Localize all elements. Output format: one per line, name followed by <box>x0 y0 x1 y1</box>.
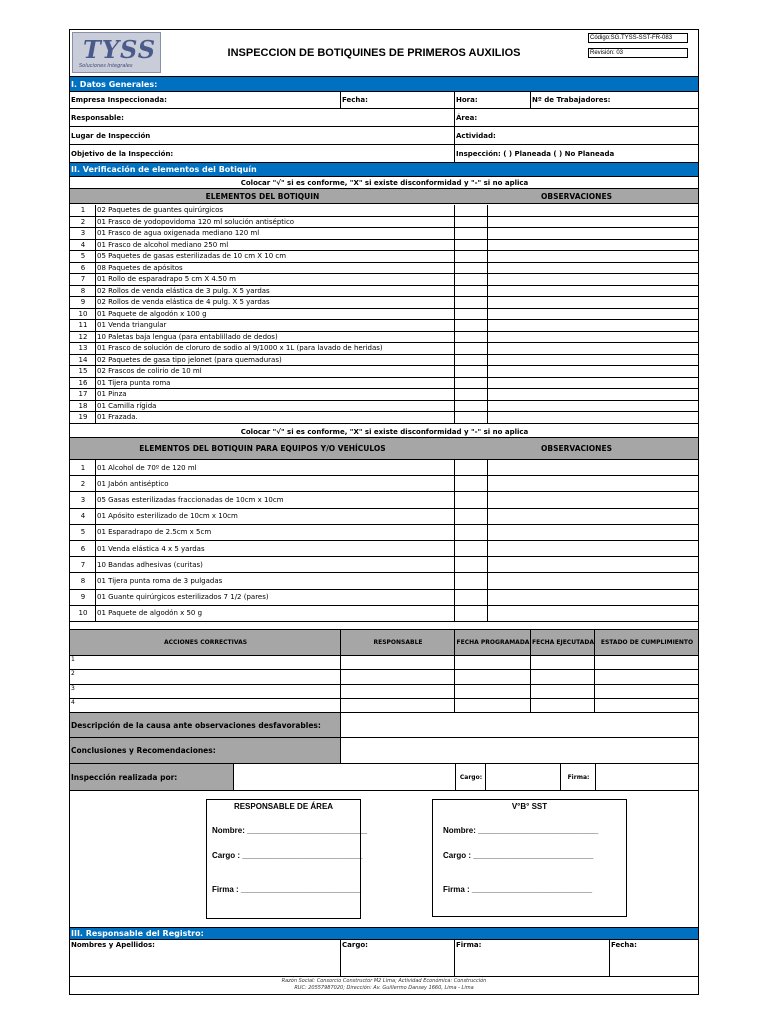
action-cell[interactable] <box>530 699 594 712</box>
element-number: 4 <box>80 240 86 249</box>
element-observation[interactable] <box>487 343 698 354</box>
trabajadores-label[interactable]: Nº de Trabajadores: <box>530 92 698 108</box>
action-cell[interactable] <box>530 656 594 669</box>
footer-line-2: RUC: 20557987020; Dirección: Av. Guillermo Dansey 1660, Lima - Lima <box>294 985 474 991</box>
element-check[interactable] <box>454 389 487 400</box>
element-check[interactable] <box>454 297 487 308</box>
fecha-label[interactable]: Fecha: <box>340 92 454 108</box>
action-cell[interactable] <box>340 656 454 669</box>
vehicle-element-row <box>70 509 698 525</box>
vehicle-element-number: 6 <box>80 544 86 553</box>
register-fecha[interactable]: Fecha: <box>609 940 698 976</box>
responsable-label[interactable]: Responsable: <box>71 113 124 122</box>
signature-area-cargo[interactable]: Cargo : ___________________________ <box>212 851 363 860</box>
element-description: 01 Rollo de esparadrapo 5 cm X 4.50 m <box>95 274 454 285</box>
element-check[interactable] <box>454 263 487 274</box>
lugar-label[interactable]: Lugar de Inspección <box>71 131 151 140</box>
inspection-form <box>69 29 699 995</box>
elements-header <box>70 189 698 204</box>
vehicle-element-check[interactable] <box>454 557 487 572</box>
action-field[interactable]: 4 <box>71 698 75 706</box>
signature-sst-nombre[interactable]: Nombre: ___________________________ <box>443 826 599 835</box>
vehicle-element-check[interactable] <box>454 476 487 491</box>
element-number: 14 <box>78 355 88 364</box>
element-observation[interactable] <box>487 297 698 308</box>
action-cell[interactable] <box>454 670 530 683</box>
element-check[interactable] <box>454 286 487 297</box>
element-description: 02 Paquetes de gasa tipo jelonet (para quemaduras) <box>95 355 454 366</box>
signature-sst-firma[interactable]: Firma : ___________________________ <box>443 885 593 894</box>
vehicle-element-number: 3 <box>80 495 86 504</box>
action-row <box>70 656 698 670</box>
row-objetivo <box>70 145 698 163</box>
vehicle-element-row <box>70 525 698 541</box>
actions-col-status: ESTADO DE CUMPLIMIENTO <box>594 630 698 655</box>
vehicle-element-check[interactable] <box>454 525 487 540</box>
vehicle-element-observation[interactable] <box>487 606 698 621</box>
conclusiones-field[interactable] <box>340 738 698 763</box>
row-lugar <box>70 127 698 145</box>
element-description: 01 Tijera punta roma <box>95 378 454 389</box>
vehicle-element-number: 7 <box>80 560 86 569</box>
element-row <box>70 217 698 229</box>
vehicle-element-description: 01 Guante quirúrgicos esterilizados 7 1/2 (pares) <box>95 590 454 605</box>
element-check[interactable] <box>454 240 487 251</box>
cargo-field[interactable] <box>485 764 560 790</box>
vehicle-element-number: 10 <box>78 609 88 618</box>
element-check[interactable] <box>454 378 487 389</box>
element-observation[interactable] <box>487 274 698 285</box>
section-verification: II. Verificación de elementos del Botiquín <box>70 163 698 177</box>
element-number: 8 <box>80 286 86 295</box>
action-field[interactable]: 2 <box>71 670 75 678</box>
actions-col-actions: ACCIONES CORRECTIVAS <box>163 639 248 646</box>
action-field[interactable]: 1 <box>71 656 75 663</box>
vehicle-element-observation[interactable] <box>487 557 698 572</box>
element-number: 6 <box>80 263 86 272</box>
element-observation[interactable] <box>487 412 698 423</box>
vehicle-element-observation[interactable] <box>487 476 698 491</box>
vehicle-element-number: 9 <box>80 593 86 602</box>
element-number: 7 <box>80 275 86 284</box>
register-firma[interactable]: Firma: <box>454 940 609 976</box>
element-row <box>70 274 698 286</box>
element-description: 02 Frascos de colirio de 10 ml <box>95 366 454 377</box>
element-check[interactable] <box>454 228 487 239</box>
vehicle-element-check[interactable] <box>454 606 487 621</box>
signature-box-sst <box>432 799 627 917</box>
vehicle-element-row <box>70 590 698 606</box>
logo-text: TYSS <box>83 35 157 64</box>
element-row <box>70 240 698 252</box>
action-cell[interactable] <box>454 699 530 712</box>
vehicle-element-check[interactable] <box>454 573 487 588</box>
element-observation[interactable] <box>487 366 698 377</box>
vehicle-element-check[interactable] <box>454 492 487 507</box>
action-cell[interactable] <box>594 670 698 683</box>
section-register: III. Responsable del Registro: <box>70 927 698 940</box>
element-check[interactable] <box>454 205 487 216</box>
row-descripcion <box>70 713 698 738</box>
element-number: 5 <box>80 252 86 261</box>
realizada-field[interactable] <box>233 764 455 790</box>
element-check[interactable] <box>454 355 487 366</box>
element-description: 08 Paquetes de apósitos <box>95 263 454 274</box>
document-code: Código:SG.TYSS-SST-FR-083 <box>588 33 688 43</box>
element-number: 12 <box>78 332 88 341</box>
vehicle-element-check[interactable] <box>454 509 487 524</box>
element-description: 01 Frasco de solución de cloruro de sodio al 9/1000 x 1L (para lavado de heridas) <box>95 343 454 354</box>
vehicle-element-observation[interactable] <box>487 541 698 556</box>
vehicle-elements-header <box>70 438 698 460</box>
descripcion-field[interactable] <box>340 713 698 737</box>
form-title: INSPECCION DE BOTIQUINES DE PRIMEROS AUXILIOS <box>227 47 521 59</box>
element-row <box>70 332 698 344</box>
company-logo <box>72 32 161 73</box>
vehicle-element-description: 10 Bandas adhesivas (curitas) <box>95 557 454 572</box>
element-description: 01 Frazada. <box>95 412 454 423</box>
realizada-label: Inspección realizada por: <box>70 764 233 790</box>
document-revision: Revisión: 03 <box>588 48 688 58</box>
row-realizada <box>70 764 698 791</box>
element-check[interactable] <box>454 274 487 285</box>
register-nombres[interactable]: Nombres y Apellidos: <box>71 941 155 949</box>
vehicle-element-observation[interactable] <box>487 509 698 524</box>
element-description: 01 Camilla rígida <box>95 401 454 412</box>
signature-sst-cargo[interactable]: Cargo : ___________________________ <box>443 851 594 860</box>
element-number: 10 <box>78 309 88 318</box>
vehicle-element-check[interactable] <box>454 541 487 556</box>
element-check[interactable] <box>454 366 487 377</box>
element-observation[interactable] <box>487 355 698 366</box>
element-row <box>70 355 698 367</box>
element-number: 19 <box>78 413 88 422</box>
instruction-text: Colocar "√" si es conforme, "X" si existe disconformidad y "-" si no aplica <box>240 178 529 187</box>
area-label[interactable]: Área: <box>454 109 698 126</box>
vehicle-element-description: 01 Jabón antiséptico <box>95 476 454 491</box>
element-observation[interactable] <box>487 309 698 320</box>
col-vehicle-header: ELEMENTOS DEL BOTIQUIN PARA EQUIPOS Y/O VEHÍCULOS <box>139 444 386 453</box>
row-conclusiones <box>70 738 698 764</box>
element-observation[interactable] <box>487 251 698 262</box>
vehicle-element-description: 01 Alcohol de 70º de 120 ml <box>95 460 454 475</box>
vehicle-element-row <box>70 476 698 492</box>
objetivo-label[interactable]: Objetivo de la Inspección: <box>71 149 174 158</box>
conclusiones-label: Conclusiones y Recomendaciones: <box>70 738 340 763</box>
vehicle-element-row <box>70 573 698 589</box>
register-cargo[interactable]: Cargo: <box>340 940 454 976</box>
empresa-label: Empresa Inspeccionada: <box>71 96 167 104</box>
action-cell[interactable] <box>594 699 698 712</box>
action-row <box>70 670 698 684</box>
element-number: 15 <box>78 367 88 376</box>
row-empresa <box>70 92 698 109</box>
vehicle-element-observation[interactable] <box>487 492 698 507</box>
element-description: 05 Paquetes de gasas esterilizadas de 10 cm X 10 cm <box>95 251 454 262</box>
element-check[interactable] <box>454 251 487 262</box>
vehicle-element-row <box>70 557 698 573</box>
element-check[interactable] <box>454 343 487 354</box>
element-observation[interactable] <box>487 401 698 412</box>
vehicle-element-description: 01 Apósito esterilizado de 10cm x 10cm <box>95 509 454 524</box>
descripcion-label: Descripción de la causa ante observaciones desfavorables: <box>70 713 340 737</box>
element-number: 16 <box>78 378 88 387</box>
signature-area-nombre[interactable]: Nombre: ___________________________ <box>212 826 368 835</box>
actions-col-scheduled: FECHA PROGRAMADA <box>454 630 530 655</box>
hora-label[interactable]: Hora: <box>454 92 530 108</box>
element-number: 9 <box>80 298 86 307</box>
element-observation[interactable] <box>487 228 698 239</box>
vehicle-element-number: 5 <box>80 528 86 537</box>
cargo-label: Cargo: <box>455 764 485 790</box>
element-row <box>70 297 698 309</box>
col-elements-header: ELEMENTOS DEL BOTIQUIN <box>205 191 320 201</box>
element-check[interactable] <box>454 332 487 343</box>
element-observation[interactable] <box>487 389 698 400</box>
action-cell[interactable] <box>340 670 454 683</box>
element-row <box>70 378 698 390</box>
element-description: 02 Paquetes de guantes quirúrgicos <box>95 205 454 216</box>
element-number: 3 <box>80 229 86 238</box>
vehicle-element-description: 01 Esparadrapo de 2.5cm x 5cm <box>95 525 454 540</box>
element-check[interactable] <box>454 412 487 423</box>
element-row <box>70 320 698 332</box>
element-number: 2 <box>80 217 86 226</box>
action-cell[interactable] <box>530 670 594 683</box>
action-field[interactable]: 3 <box>71 684 75 692</box>
action-cell[interactable] <box>340 685 454 698</box>
element-row <box>70 366 698 378</box>
element-number: 1 <box>80 206 86 215</box>
element-number: 17 <box>78 390 88 399</box>
vehicle-element-number: 2 <box>80 479 86 488</box>
element-check[interactable] <box>454 217 487 228</box>
element-row <box>70 205 698 217</box>
element-row <box>70 286 698 298</box>
vehicle-element-description: 01 Paquete de algodón x 50 g <box>95 606 454 621</box>
firma-field[interactable] <box>595 764 698 790</box>
element-description: 01 Paquete de algodón x 100 g <box>95 309 454 320</box>
firma-label: Firma: <box>560 764 595 790</box>
vehicle-element-row <box>70 460 698 476</box>
footer-line-1: Razón Social: Consorcio Constructor M2 Lima; Actividad Económica: Construcción <box>281 978 487 984</box>
element-observation[interactable] <box>487 205 698 216</box>
vehicle-element-row <box>70 541 698 557</box>
element-description: 01 Frasco de alcohol mediano 250 ml <box>95 240 454 251</box>
element-row <box>70 309 698 321</box>
vehicle-element-number: 1 <box>80 463 86 472</box>
actions-col-responsable: RESPONSABLE <box>340 630 454 655</box>
element-description: 01 Venda triangular <box>95 320 454 331</box>
action-row <box>70 699 698 713</box>
logo-subtext: Soluciones Integrales <box>79 63 133 69</box>
vehicle-element-observation[interactable] <box>487 573 698 588</box>
vehicle-element-observation[interactable] <box>487 525 698 540</box>
element-description: 01 Pinza <box>95 389 454 400</box>
element-observation[interactable] <box>487 240 698 251</box>
actividad-label[interactable]: Actividad: <box>454 127 698 144</box>
form-header <box>70 30 698 77</box>
element-observation[interactable] <box>487 320 698 331</box>
action-cell[interactable] <box>594 656 698 669</box>
col-observations-header-2: OBSERVACIONES <box>541 444 612 453</box>
element-observation[interactable] <box>487 286 698 297</box>
vehicle-element-observation[interactable] <box>487 460 698 475</box>
element-row <box>70 343 698 355</box>
element-description: 01 Frasco de yodopovidoma 120 ml solución antiséptico <box>95 217 454 228</box>
action-cell[interactable] <box>530 685 594 698</box>
actions-col-executed: FECHA EJECUTADA <box>530 630 594 655</box>
vehicle-element-number: 8 <box>80 576 86 585</box>
vehicle-element-description: 05 Gasas esterilizadas fraccionadas de 10cm x 10cm <box>95 492 454 507</box>
instruction-text-2: Colocar "√" si es conforme, "X" si existe disconformidad y "-" si no aplica <box>240 427 529 436</box>
row-responsable <box>70 109 698 127</box>
vehicle-element-row <box>70 492 698 508</box>
element-number: 13 <box>78 344 88 353</box>
action-cell[interactable] <box>454 685 530 698</box>
company-footer <box>70 978 698 992</box>
element-row <box>70 401 698 413</box>
action-cell[interactable] <box>594 685 698 698</box>
vehicle-element-description: 01 Venda elástica 4 x 5 yardas <box>95 541 454 556</box>
element-number: 18 <box>78 401 88 410</box>
vehicle-element-number: 4 <box>80 512 86 521</box>
vehicle-element-description: 01 Tijera punta roma de 3 pulgadas <box>95 573 454 588</box>
section-general-data: I. Datos Generales: <box>70 77 698 92</box>
element-row <box>70 389 698 401</box>
actions-header <box>70 629 698 656</box>
vehicle-element-observation[interactable] <box>487 590 698 605</box>
inspeccion-type[interactable]: Inspección: ( ) Planeada ( ) No Planeada <box>454 145 698 162</box>
element-number: 11 <box>78 321 88 330</box>
element-row <box>70 251 698 263</box>
element-observation[interactable] <box>487 263 698 274</box>
element-check[interactable] <box>454 309 487 320</box>
signature-area-firma[interactable]: Firma : ___________________________ <box>212 885 362 894</box>
action-cell[interactable] <box>454 656 530 669</box>
element-observation[interactable] <box>487 332 698 343</box>
signature-sst-title: V°B° SST <box>511 802 548 811</box>
element-description: 02 Rollos de venda elástica de 3 pulg. X 5 yardas <box>95 286 454 297</box>
signature-box-area <box>206 799 368 919</box>
element-observation[interactable] <box>487 378 698 389</box>
element-row <box>70 228 698 240</box>
action-row <box>70 685 698 699</box>
element-observation[interactable] <box>487 217 698 228</box>
element-description: 02 Rollos de venda elástica de 4 pulg. X 5 yardas <box>95 297 454 308</box>
col-observations-header: OBSERVACIONES <box>541 191 612 201</box>
vehicle-element-check[interactable] <box>454 460 487 475</box>
element-check[interactable] <box>454 401 487 412</box>
instruction-row-2 <box>70 426 698 438</box>
element-description: 01 Frasco de agua oxigenada mediano 120 ml <box>95 228 454 239</box>
element-check[interactable] <box>454 320 487 331</box>
instruction-row <box>70 177 698 189</box>
row-register <box>70 940 698 977</box>
element-row <box>70 412 698 424</box>
element-description: 10 Paletas baja lengua (para entablillado de dedos) <box>95 332 454 343</box>
vehicle-element-check[interactable] <box>454 590 487 605</box>
action-cell[interactable] <box>340 699 454 712</box>
vehicle-element-row <box>70 606 698 622</box>
signature-area-title: RESPONSABLE DE ÁREA <box>233 802 334 811</box>
element-row <box>70 263 698 275</box>
